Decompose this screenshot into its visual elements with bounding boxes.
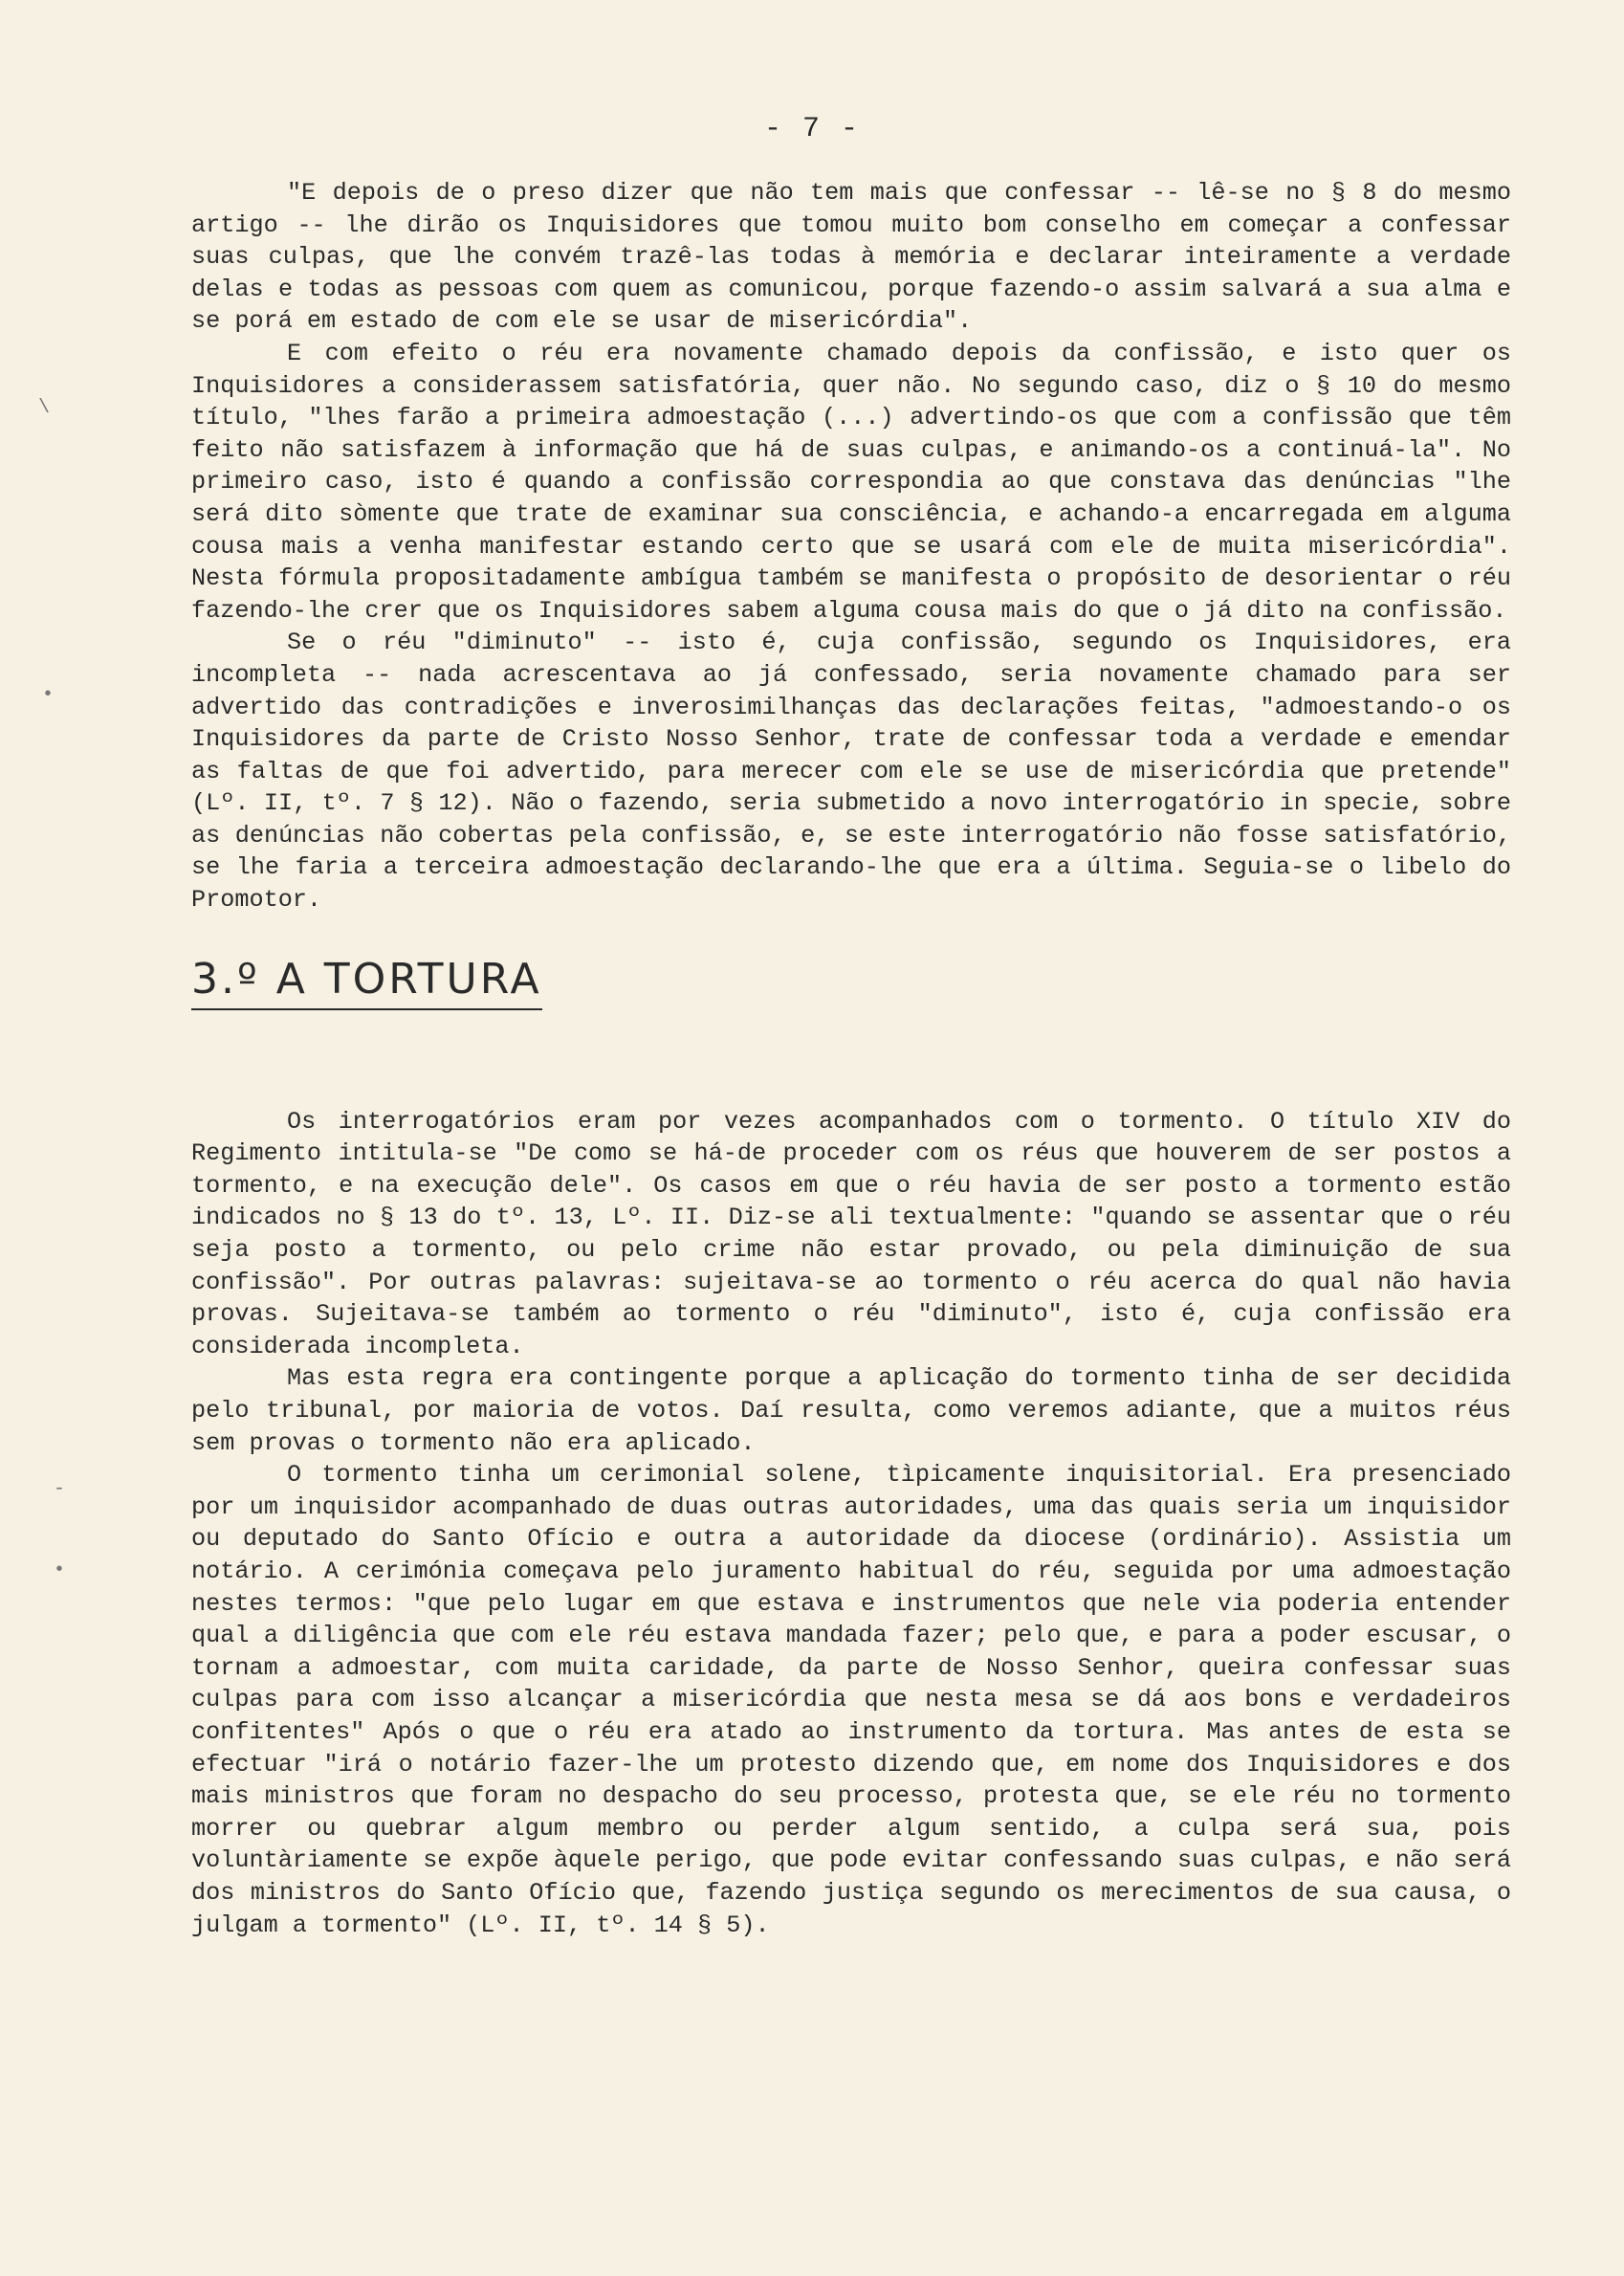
paragraph-diminuto: Se o réu "diminuto" -- isto é, cuja confissão, segundo os Inquisidores, era incompleta -- nada acrescentava ao já confessado, seria novamente chamado para ser advertido das contradições e inverosimilhanças das declarações feitas, "admoestando-o os Inquisidores da parte de Cristo Nosso Senhor, trate de confessar toda a verdade e emendar as faltas de que foi advertido, para merecer com ele se use de misericórdia que pretende" (Lº. II, tº. 7 § 12). Não o fazendo, seria submetido a novo interrogatório in specie, sobre as denúncias não cobertas pela confissão, e, se este interrogatório não fosse satisfatório, se lhe faria a terceira admoestação declarando-lhe que era a última. Seguia-se o libelo do Promotor. [191, 629, 1511, 915]
paragraph-torment-ceremony: O tormento tinha um cerimonial solene, tìpicamente inquisitorial. Era presenciado por um inquisidor acompanhado de duas outras autoridades, uma das quais seria um inquisidor ou deputado do Santo Ofício e outra a autoridade da diocese (ordinário). Assistia um notário. A cerimónia começava pelo juramento habitual do réu, seguida por uma admoestação nestes termos: "que pelo lugar em que estava e instrumentos que nele via poderia entender qual a diligência que com ele réu estava mandada fazer; pelo que, e para a poder escusar, o tornam a admoestar, com muita caridade, da parte de Nosso Senhor, queira confessar suas culpas para com isso alcançar a misericórdia que nesta mesa se dá aos bons e verdadeiros confitentes" Após o que o réu era atado ao instrumento da tortura. Mas antes de esta se efectuar "irá o notário fazer-lhe um protesto dizendo que, em nome dos Inquisidores e dos mais ministros que foram no despacho do seu processo, protesta que, se ele réu no tormento morrer ou quebrar algum membro ou perder algum sentido, a culpa será sua, pois voluntàriamente se expõe àquele perigo, que pode evitar confessando suas culpas, e não será dos ministros do Santo Ofício que, fazendo justiça segundo os merecimentos de sua causa, o julgam a tormento" (Lº. II, tº. 14 § 5). [191, 1461, 1511, 1939]
margin-mark: • [42, 684, 55, 706]
margin-mark: \ [38, 397, 51, 419]
body-text [191, 177, 1511, 1941]
page-number: - 7 - [763, 113, 860, 145]
paragraph-confession-recall: E com efeito o réu era novamente chamado depois da confissão, e isto quer os Inquisidores a considerassem satisfatória, quer não. No segundo caso, diz o § 10 do mesmo título, "lhes farão a primeira admoestação (...) advertindo-os que com a confissão que têm feito não satisfazem à informação que há de suas culpas, e animando-os a continuá-la". No primeiro caso, isto é quando a confissão correspondia ao que constava das denúncias "lhe será dito sòmente que trate de examinar sua consciência, e achando-a encarregada em alguma cousa mais a venha manifestar estando certo que se usará com ele de muita misericórdia". Nesta fórmula propositadamente ambígua também se manifesta o propósito de desorientar o réu fazendo-lhe crer que os Inquisidores sabem alguma cousa mais do que o já dito na confissão. [191, 339, 1511, 625]
paragraph-torment-rule: Mas esta regra era contingente porque a aplicação do tormento tinha de ser decidida pelo tribunal, por maioria de votos. Daí resulta, como veremos adiante, que a muitos réus sem provas o tormento não era aplicado. [191, 1364, 1511, 1457]
paragraph-regimento-quote: "E depois de o preso dizer que não tem mais que confessar -- lê-se no § 8 do mesmo artigo -- lhe dirão os Inquisidores que tomou muito bom conselho em começar a confessar suas culpas, que lhe convém trazê-las todas à memória e declarar inteiramente a verdade delas e todas as pessoas com quem as comunicou, porque fazendo-o assim salvará a sua alma e se porá em estado de com ele se usar de misericórdia". [191, 179, 1511, 336]
section-heading: 3.º A TORTURA [191, 955, 542, 1010]
margin-mark: • [54, 1559, 66, 1581]
margin-mark: - [54, 1478, 66, 1500]
paragraph-torment-intro: Os interrogatórios eram por vezes acompanhados com o tormento. O título XIV do Regimento intitula-se "De como se há-de proceder com os réus que houverem de ser postos a tormento, e na execução dele". Os casos em que o réu havia de ser posto a tormento estão indicados no § 13 do tº. 13, Lº. II. Diz-se ali textualmente: "quando se assentar que o réu seja posto a tormento, ou pelo crime não estar provado, ou pela diminuição de sua confissão". Por outras palavras: sujeitava-se ao tormento o réu acerca do qual não havia provas. Sujeitava-se também ao tormento o réu "diminuto", isto é, cuja confissão era considerada incompleta. [191, 1107, 1511, 1360]
